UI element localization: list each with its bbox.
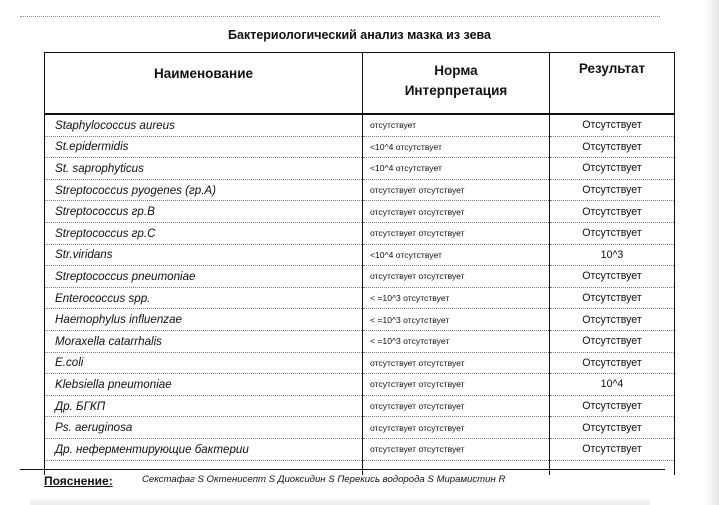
header-norm — [363, 53, 550, 115]
page-edge-shadow — [705, 0, 719, 505]
norm-value: отсутствует отсутствует — [363, 374, 550, 396]
result-value: 10^3 — [550, 244, 675, 266]
table-header-row — [45, 53, 675, 115]
norm-value: <10^4 отсутствует — [363, 136, 550, 158]
header-name: Наименование — [45, 53, 363, 115]
organism-name: Streptococcus гр.С — [45, 222, 363, 244]
organism-name: Staphylococcus aureus — [45, 114, 363, 136]
footer-divider — [20, 469, 665, 470]
report-title: Бактериологический анализ мазка из зева — [228, 28, 491, 42]
header-norm-label: Норма — [434, 63, 478, 78]
organism-name: Streptococcus pneumoniae — [45, 266, 363, 288]
organism-name: Streptococcus pyogenes (гр.А) — [45, 179, 363, 201]
explanation-text: Секстафаг S Октенисепт S Диоксидин S Перекись водорода S Мирамистин R — [142, 474, 506, 485]
organism-name: Haemophylus influenzae — [45, 309, 363, 331]
norm-value: отсутствует отсутствует — [363, 179, 550, 201]
result-value: Отсутствует — [550, 395, 675, 417]
result-value: Отсутствует — [550, 330, 675, 352]
table-row — [45, 352, 675, 374]
norm-value: отсутствует — [363, 114, 550, 136]
table-row — [45, 179, 675, 201]
header-interpretation-label: Интерпретация — [404, 83, 508, 98]
table-row — [45, 266, 675, 288]
result-value: 10^4 — [550, 374, 675, 396]
result-value: Отсутствует — [550, 438, 675, 460]
result-value: Отсутствует — [550, 352, 675, 374]
table-row — [45, 201, 675, 223]
organism-name: E.coli — [45, 352, 363, 374]
organism-name: St. saprophyticus — [45, 158, 363, 180]
results-table — [44, 52, 675, 475]
norm-value: отсутствует отсутствует — [363, 438, 550, 460]
norm-value: отсутствует отсутствует — [363, 352, 550, 374]
table-row — [45, 114, 675, 136]
result-value: Отсутствует — [550, 287, 675, 309]
norm-value: отсутствует отсутствует — [363, 266, 550, 288]
norm-value: отсутствует отсутствует — [363, 201, 550, 223]
organism-name: Ps. aeruginosa — [45, 417, 363, 439]
norm-value: <10^4 отсутствует — [363, 244, 550, 266]
table-row — [45, 158, 675, 180]
table-row — [45, 244, 675, 266]
table-row — [45, 222, 675, 244]
table-row — [45, 417, 675, 439]
table-row — [45, 330, 675, 352]
table-spacer-row — [45, 460, 675, 475]
result-value: Отсутствует — [550, 201, 675, 223]
norm-value: <10^4 отсутствует — [363, 158, 550, 180]
norm-value: < =10^3 отсутствует — [363, 309, 550, 331]
organism-name: Klebsiella pneumoniae — [45, 374, 363, 396]
organism-name: Др. БГКП — [45, 395, 363, 417]
organism-name: Str.viridans — [45, 244, 363, 266]
result-value: Отсутствует — [550, 179, 675, 201]
table-row — [45, 438, 675, 460]
header-result: Результат — [550, 53, 675, 115]
result-value: Отсутствует — [550, 266, 675, 288]
result-value: Отсутствует — [550, 114, 675, 136]
bottom-edge-fade — [30, 496, 650, 505]
top-dotted-divider — [20, 16, 660, 17]
table-row — [45, 136, 675, 158]
results-table-container — [44, 52, 674, 475]
norm-value: < =10^3 отсутствует — [363, 330, 550, 352]
norm-value: отсутствует отсутствует — [363, 417, 550, 439]
table-row — [45, 395, 675, 417]
table-row — [45, 374, 675, 396]
organism-name: Enterococcus spp. — [45, 287, 363, 309]
explanation-label: Пояснение: — [44, 474, 113, 488]
norm-value: отсутствует отсутствует — [363, 222, 550, 244]
table-row — [45, 287, 675, 309]
organism-name: Streptococcus гр.В — [45, 201, 363, 223]
result-value: Отсутствует — [550, 417, 675, 439]
table-row — [45, 309, 675, 331]
result-value: Отсутствует — [550, 136, 675, 158]
organism-name: Др. неферментирующие бактерии — [45, 438, 363, 460]
result-value: Отсутствует — [550, 158, 675, 180]
organism-name: Moraxella catarrhalis — [45, 330, 363, 352]
result-value: Отсутствует — [550, 309, 675, 331]
organism-name: St.epidermidis — [45, 136, 363, 158]
norm-value: < =10^3 отсутствует — [363, 287, 550, 309]
result-value: Отсутствует — [550, 222, 675, 244]
norm-value: отсутствует отсутствует — [363, 395, 550, 417]
